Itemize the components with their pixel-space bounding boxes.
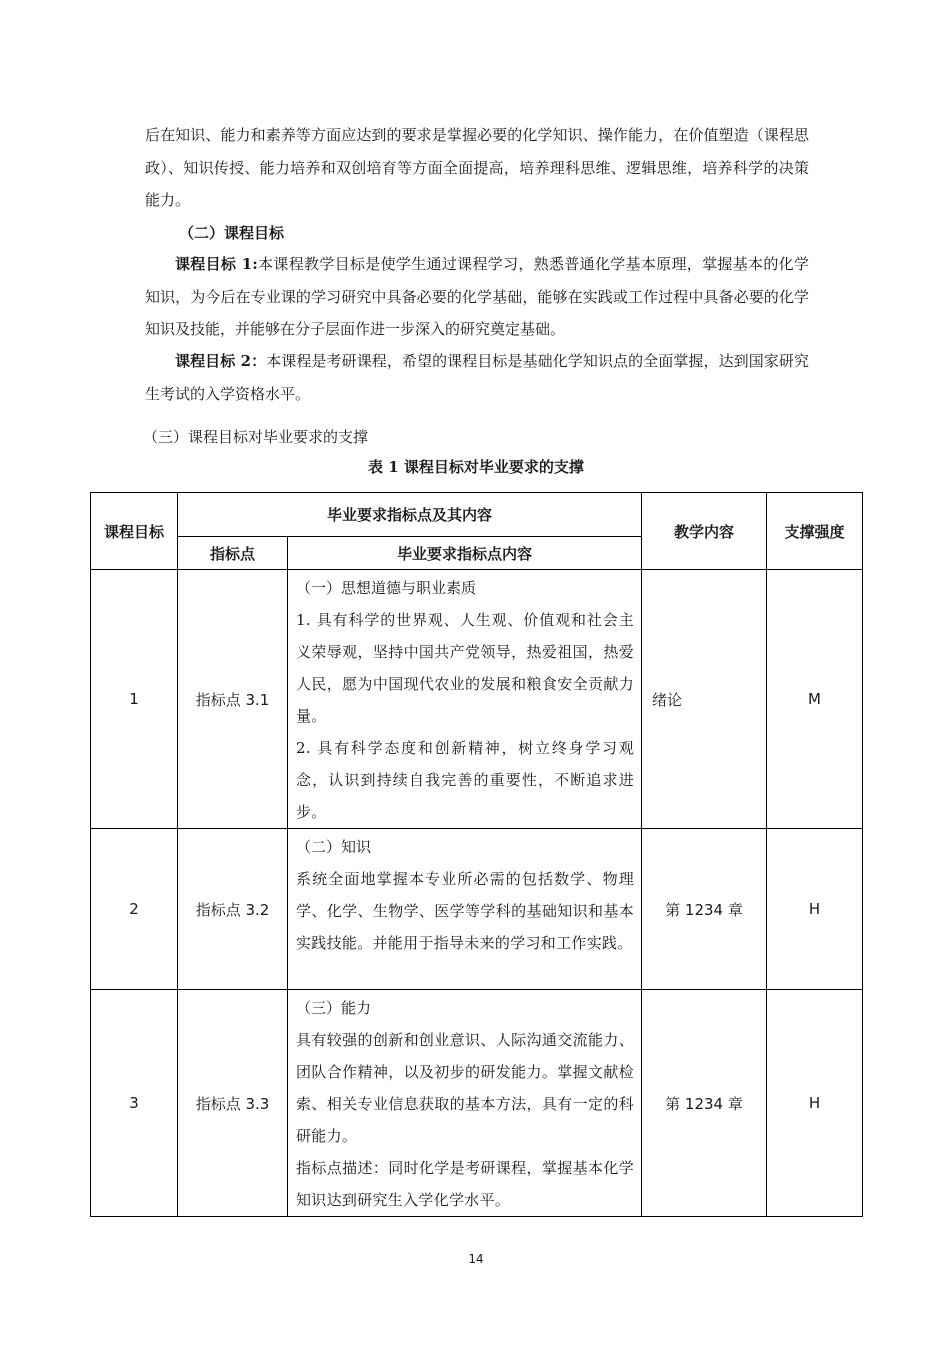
- row1-objective: 1: [91, 570, 178, 829]
- header-requirement-group: 毕业要求指标点及其内容: [178, 493, 642, 537]
- row1-content-line: 1. 具有科学的世界观、人生观、价值观和社会主义荣辱观，坚持中国共产党领导，热爱祖国，热爱人民，愿为中国现代农业的发展和粮食安全贡献力量。: [296, 611, 635, 725]
- row1-strength: M: [767, 570, 863, 829]
- row2-content-line: （二）知识: [296, 838, 372, 856]
- row2-strength: H: [767, 829, 863, 990]
- objective1-label: 课程目标 1:: [175, 255, 258, 273]
- table-row: [91, 829, 863, 990]
- row3-content-line: 指标点描述：同时化学是考研课程，掌握基本化学知识达到研究生入学化学水平。: [296, 1159, 635, 1209]
- row1-content-line: （一）思想道德与职业素质: [296, 579, 477, 597]
- header-teaching-content: 教学内容: [642, 493, 767, 570]
- intro-paragraph: 后在知识、能力和素养等方面应达到的要求是掌握必要的化学知识、操作能力，在价值塑造（课程思政）、知识传授、能力培养和双创培育等方面全面提高，培养理科思维、逻辑思维，培养科学的决策能力。: [145, 126, 809, 209]
- row3-content-line: 具有较强的创新和创业意识、人际沟通交流能力、团队合作精神，以及初步的研发能力。掌握文献检索、相关专业信息获取的基本方法，具有一定的科研能力。: [296, 1031, 635, 1145]
- objective1-text: 本课程教学目标是使学生通过课程学习，熟悉普通化学基本原理，掌握基本的化学知识，为今后在专业课的学习研究中具备必要的化学基础，能够在实践或工作过程中具备必要的化学知识及技能，并能够在分子层面作进一步深入的研究奠定基础。: [145, 255, 809, 338]
- header-support-strength: 支撑强度: [767, 493, 863, 570]
- table-row: [91, 990, 863, 1217]
- row1-teaching: 绪论: [642, 570, 767, 829]
- row3-indicator: 指标点 3.3: [178, 990, 288, 1217]
- table-header-row: [91, 493, 863, 537]
- header-indicator: 指标点: [178, 537, 288, 570]
- row2-indicator: 指标点 3.2: [178, 829, 288, 990]
- objective2-text: 本课程是考研课程，希望的课程目标是基础化学知识点的全面掌握，达到国家研究生考试的入学资格水平。: [145, 352, 809, 403]
- header-indicator-content: 毕业要求指标点内容: [288, 537, 642, 570]
- row2-teaching: 第 1234 章: [642, 829, 767, 990]
- row3-content: [288, 990, 642, 1217]
- section3-heading: （三）课程目标对毕业要求的支撑: [143, 428, 369, 446]
- row3-strength: H: [767, 990, 863, 1217]
- header-objective: 课程目标: [91, 493, 178, 570]
- table-row: [91, 570, 863, 829]
- row2-content: [288, 829, 642, 990]
- objective1-paragraph: [145, 248, 809, 346]
- row2-objective: 2: [91, 829, 178, 990]
- requirements-table: [90, 492, 863, 1217]
- objective2-label: 课程目标 2：: [175, 352, 267, 370]
- row2-content-line: 系统全面地掌握本专业所必需的包括数学、物理学、化学、生物学、医学等学科的基础知识和基本实践技能。并能用于指导未来的学习和工作实践。: [296, 870, 635, 952]
- section2-heading: （二）课程目标: [179, 224, 285, 242]
- row1-content-line: 2. 具有科学态度和创新精神，树立终身学习观念，认识到持续自我完善的重要性，不断追求进步。: [296, 739, 635, 821]
- objective2-paragraph: [145, 345, 809, 410]
- page-number: 14: [468, 1252, 484, 1266]
- row3-content-line: （三）能力: [296, 999, 372, 1017]
- row3-objective: 3: [91, 990, 178, 1217]
- row3-teaching: 第 1234 章: [642, 990, 767, 1217]
- row1-indicator: 指标点 3.1: [178, 570, 288, 829]
- row1-content: [288, 570, 642, 829]
- table-caption: 表 1 课程目标对毕业要求的支撑: [368, 458, 584, 476]
